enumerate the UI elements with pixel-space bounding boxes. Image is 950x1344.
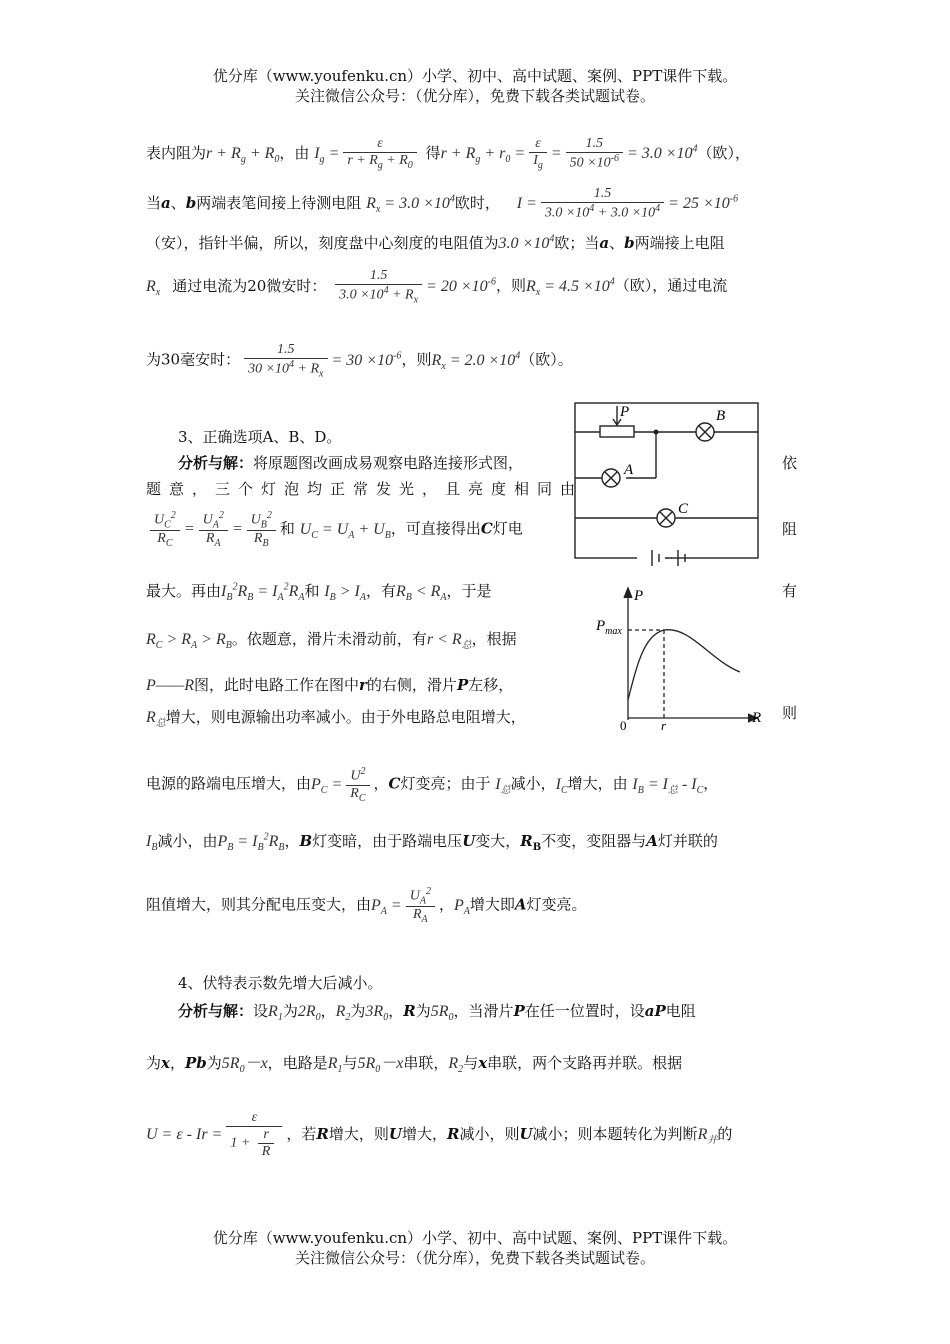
- q3-line-2: 题意，三个灯泡均正常发光，且亮度相同由: [146, 480, 584, 498]
- q3-line-8: 电源的路端电压增大，由$P_C$ = $\frac{U^2}{R_C}$ ，C灯变亮；由于 $I_总$减小，$I_C$增大，由 $I_B = I_总 - I_C$，: [146, 766, 719, 804]
- graph-max-label: $P_{max}$: [596, 618, 622, 637]
- q3-line-4-right: 有: [782, 582, 798, 600]
- circuit-label-p: P: [620, 404, 630, 420]
- q3-line-3: $\frac{U_C^2}{R_C}$ = $\frac{U_A^2}{R_A}$ = $\frac{U_B^2}{R_B}$ 和 $U_C = U_A + U_B$，可直接得出C灯电: [146, 510, 523, 549]
- q3-line-7-right: 则: [782, 704, 798, 722]
- p2-line-3: （安），指针半偏，所以，刻度盘中心刻度的电阻值为$3.0 \times 10^4$欧；当a、b两端接上电阻: [146, 233, 725, 252]
- q3-title: 3、正确选项A、B、D。: [178, 428, 342, 446]
- header-line-1: 优分库（www.youfenku.cn）小学、初中、高中试题、案例、PPT课件下载。: [212, 67, 738, 85]
- rheostat-resistor: [600, 426, 634, 437]
- p2-line-2: 当a、b两端表笔间接上待测电阻 $R_x = 3.0 \times 10^4$欧时， I = $\frac{1.5}{3.0 \times 10^4 + 3.0 \times 10^4}$ = $25 \times 10^{-6}$: [146, 186, 739, 221]
- p2-line-5: 为30毫安时： $\frac{1.5}{30 \times 10^4 + R_x}$ = $30 \times 10^{-6}$，则$R_x = 2.0 \times 10^4$（欧）。: [146, 342, 573, 380]
- q3-line-9: $I_B$减小，由$P_B = I_B^2R_B$，B灯变暗，由于路端电压U变大，$R_B$不变，变阻器与A灯并联的: [146, 831, 718, 854]
- power-curve: [628, 630, 740, 700]
- header-line-2: 关注微信公众号：（优分库），免费下载各类试题试卷。: [294, 87, 655, 105]
- q4-line-2: 为x，Pb为$5R_0-x$，电路是$R_1$与$5R_0-x$串联，$R_2$与x串联，两个支路再并联。根据: [146, 1054, 683, 1076]
- circuit-label-b: B: [716, 408, 726, 424]
- q3-line-6: P——R图，此时电路工作在图中r的右侧，滑片P左移，: [146, 676, 514, 694]
- q3-line-5: $R_C > R_A > R_B$。依题意，滑片未滑动前，有$r < R_总$，根据: [146, 630, 517, 652]
- q4-title: 4、伏特表示数先增大后减小。: [178, 974, 383, 992]
- footer-line-1: 优分库（www.youfenku.cn）小学、初中、高中试题、案例、PPT课件下载。: [212, 1229, 738, 1247]
- p2-line-4: $R_x$ 通过电流为20微安时： $\frac{1.5}{3.0 \times 10^4 + R_x}$ = $20 \times 10^{-6}$，则$R_x = 4.5 \times 10^4$（欧），通过电流: [146, 268, 728, 306]
- power-resistance-graph: [590, 580, 780, 735]
- q3-line-10: 阻值增大，则其分配电压变大，由$P_A$ = $\frac{U_A^2}{R_A}$ ，$P_A$增大即A灯变亮。: [146, 886, 587, 926]
- p2-line-1: 表内阻为$r + R_g + R_0$，由 $I_g$ = $\frac{\varepsilon}{r + R_g + R_0}$ 得$r + R_g + r_0$ = $\frac{\varepsilon}{I_g}$ = $\frac{1.5}{50 \times 10^{-6}}$ = $3.0 \times 10^4$（欧），: [146, 136, 751, 172]
- footer-line-2: 关注微信公众号：（优分库），免费下载各类试题试卷。: [294, 1249, 655, 1267]
- q3-line-7: $R_总$增大，则电源输出功率减小。由于外电路总电阻增大，: [146, 708, 526, 730]
- q3-line-3-right: 阻: [782, 520, 798, 538]
- graph-origin-label: 0: [620, 718, 627, 733]
- q3-line-1: 分析与解：将原题图改画成易观察电路连接形式图，: [178, 454, 524, 472]
- q3-line-4: 最大。再由$I_B^2R_B = I_A^2R_A$和 $I_B > I_A$，有$R_B < R_A$，于是: [146, 581, 492, 604]
- graph-r-label: r: [661, 718, 667, 733]
- q4-line-1: 分析与解：设$R_1$为$2R_0$，$R_2$为$3R_0$，R为$5R_0$，当滑片P在任一位置时，设aP电阻: [178, 1002, 696, 1024]
- circuit-label-c: C: [678, 501, 689, 517]
- graph-y-label: P: [634, 588, 644, 604]
- circuit-diagram: [570, 398, 770, 568]
- q3-line-1-right: 依: [782, 454, 798, 472]
- circuit-label-a: A: [624, 462, 634, 478]
- graph-x-label: R: [752, 710, 762, 726]
- q4-line-3: U = ε - Ir = ε 1 + $\frac{r}{R}$ ，若R增大，则U增大，R减小，则U减小；则本题转化为判断$R_并$的: [146, 1110, 733, 1159]
